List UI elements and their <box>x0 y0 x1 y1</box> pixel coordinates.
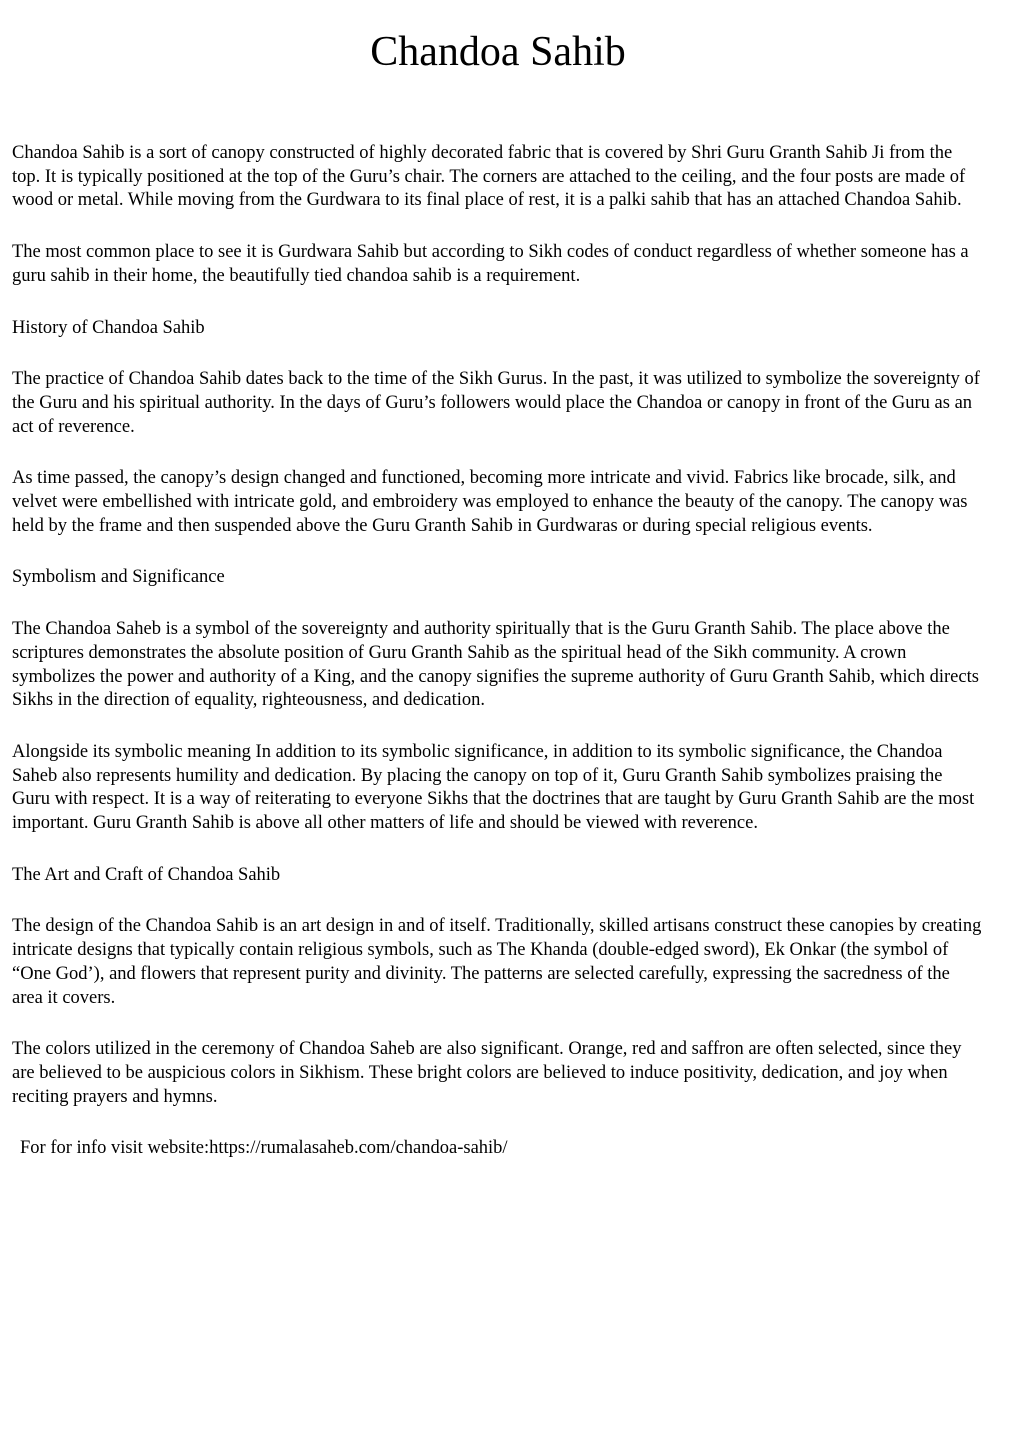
paragraph-symbolism-1: The Chandoa Saheb is a symbol of the sovereignty and authority spiritually that is the Guru Granth Sahib. The place above the scriptures demonstrates the absolute position of Guru Granth Sahib as the spiritual head of the Sikh community. A crown symbolizes the power and authority of a King, and the canopy signifies the supreme authority of Guru Granth Sahib, which directs Sikhs in the direction of equality, righteousness, and dedication. <box>12 619 979 711</box>
footer-website-line: For for info visit website:https://rumalasaheb.com/chandoa-sahib/ <box>20 1138 508 1159</box>
paragraph-art-craft-1: The design of the Chandoa Sahib is an art design in and of itself. Traditionally, skilled artisans construct these canopies by creating intricate designs that typically contain religious symbols, such as The Khanda (double-edged sword), Ek Onkar (the symbol of “One God’), and flowers that represent purity and divinity. The patterns are selected carefully, expressing the sacredness of the area it covers. <box>12 916 982 1008</box>
paragraph-intro: Chandoa Sahib is a sort of canopy constructed of highly decorated fabric that is covered by Shri Guru Granth Sahib Ji from the top. It is typically positioned at the top of the Guru’s chair. The corners are attached to the ceiling, and the four posts are made of wood or metal. While moving from the Gurdwara to its final place of rest, it is a palki sahib that has an attached Chandoa Sahib. <box>12 143 966 211</box>
paragraph-history-2: As time passed, the canopy’s design changed and functioned, becoming more intricate and vivid. Fabrics like brocade, silk, and velvet were embellished with intricate gold, and embroidery was employed to enhance the beauty of the canopy. The canopy was held by the frame and then suspended above the Guru Granth Sahib in Gurdwaras or during special religious events. <box>12 468 968 536</box>
paragraph-history-1: The practice of Chandoa Sahib dates back to the time of the Sikh Gurus. In the past, it was utilized to symbolize the sovereignty of the Guru and his spiritual authority. In the days of Guru’s followers would place the Chandoa or canopy in front of the Guru as an act of reverence. <box>12 369 980 437</box>
document-title: Chandoa Sahib <box>370 29 626 75</box>
paragraph-common-place: The most common place to see it is Gurdwara Sahib but according to Sikh codes of conduct regardless of whether someone has a guru sahib in their home, the beautifully tied chandoa sahib is a requirement. <box>12 242 969 286</box>
paragraph-art-craft-2: The colors utilized in the ceremony of Chandoa Saheb are also significant. Orange, red and saffron are often selected, since they are believed to be auspicious colors in Sikhism. These bright colors are believed to induce positivity, dedication, and joy when reciting prayers and hymns. <box>12 1039 962 1107</box>
section-heading-history: History of Chandoa Sahib <box>12 317 205 338</box>
section-heading-art-craft: The Art and Craft of Chandoa Sahib <box>12 864 281 885</box>
paragraph-symbolism-2: Alongside its symbolic meaning In addition to its symbolic significance, in addition to its symbolic significance, the Chandoa Saheb also represents humility and dedication. By placing the canopy on top of it, Guru Granth Sahib symbolizes praising the Guru with respect. It is a way of reiterating to everyone Sikhs that the doctrines that are taught by Guru Granth Sahib are the most important. Guru Granth Sahib is above all other matters of life and should be viewed with reverence. <box>12 741 975 834</box>
section-heading-symbolism: Symbolism and Significance <box>12 567 225 588</box>
document-body <box>12 142 984 1161</box>
